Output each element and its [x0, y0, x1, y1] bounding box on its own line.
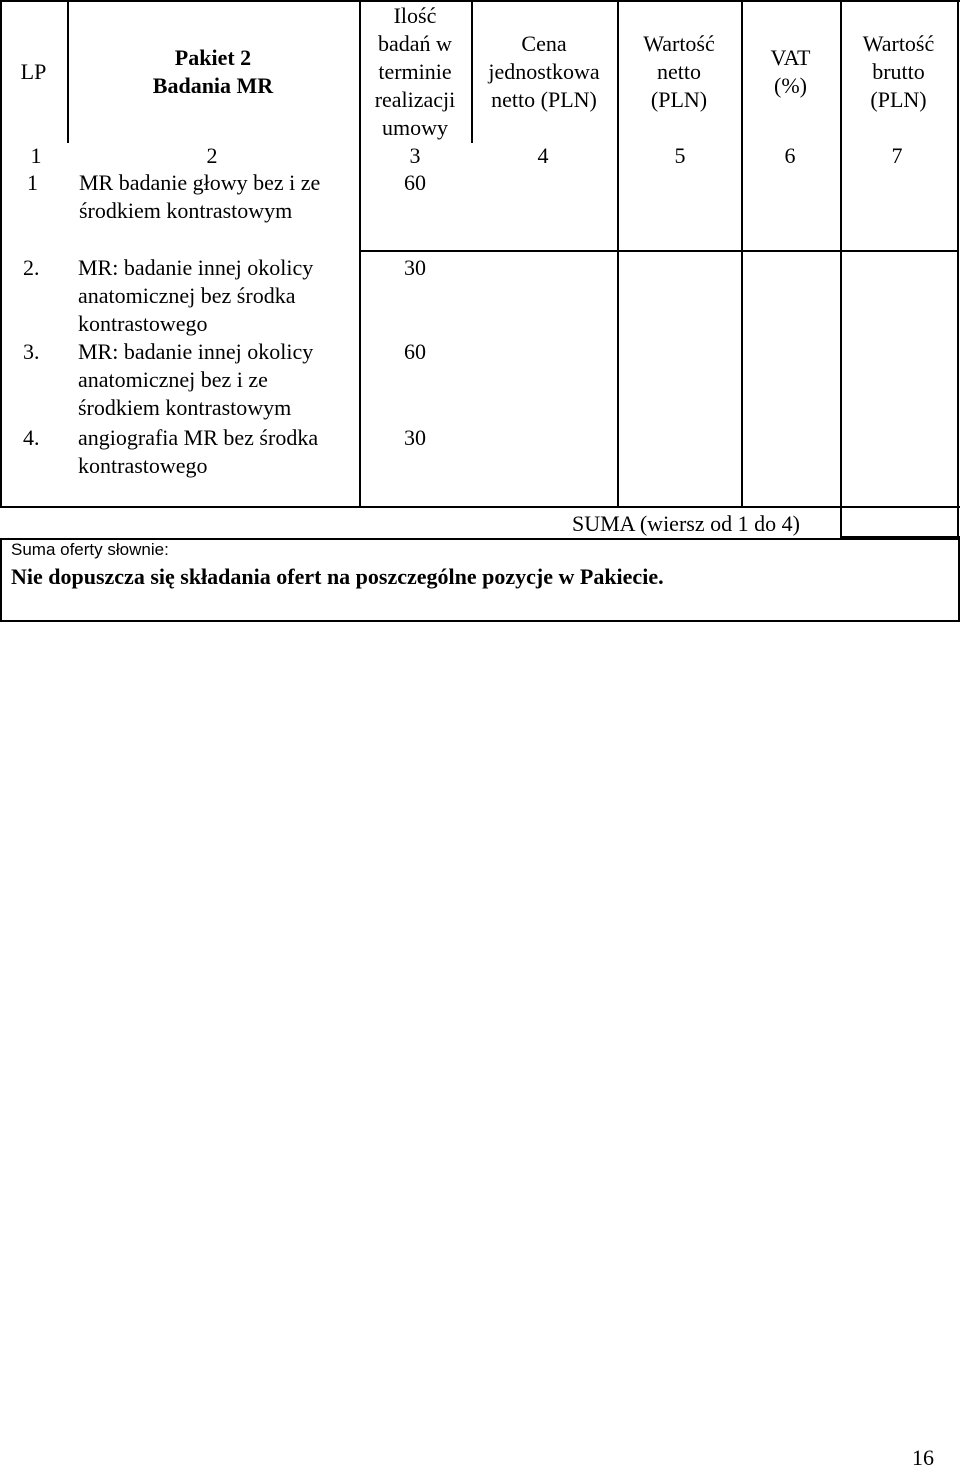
header-cena-line: jednostkowa [488, 59, 600, 84]
row-quantity: 60 [404, 339, 426, 364]
header-netto-line: Wartość [643, 31, 715, 56]
row-description-line: kontrastowego [78, 311, 208, 336]
column-number: 1 [30, 143, 42, 168]
header-vat-line: VAT [770, 45, 811, 70]
table-bottom-border [0, 506, 960, 508]
header-brutto-line: brutto [872, 59, 925, 84]
row-description-line: MR badanie głowy bez i ze [79, 170, 321, 195]
row-description-line: anatomicznej bez środka [78, 283, 296, 308]
page-number: 16 [912, 1445, 934, 1470]
header-ilosc-line: umowy [382, 115, 448, 140]
slownie-label: Suma oferty słownie: [11, 540, 169, 559]
header-netto-line: netto [657, 59, 701, 84]
row-lp: 3. [23, 339, 40, 364]
suma-cell-border [957, 506, 959, 538]
header-ilosc-line: realizacji [374, 87, 456, 112]
header-cena-line: Cena [521, 31, 567, 56]
column-number: 6 [784, 143, 796, 168]
column-number: 5 [674, 143, 686, 168]
row-description-line: MR: badanie innej okolicy [78, 255, 314, 280]
row-description-line: angiografia MR bez środka [78, 425, 319, 450]
row-quantity: 30 [404, 425, 426, 450]
row-description-line: kontrastowego [78, 453, 208, 478]
header-pakiet-line1: Pakiet 2 [174, 45, 252, 70]
table-right-border [957, 0, 959, 508]
row-description-line: środkiem kontrastowym [79, 198, 293, 223]
column-number: 3 [409, 143, 421, 168]
row-divider [359, 250, 959, 252]
row-description-line: środkiem kontrastowym [78, 395, 292, 420]
row-lp: 2. [23, 255, 40, 280]
row-description-line: MR: badanie innej okolicy [78, 339, 314, 364]
header-brutto-line: Wartość [862, 31, 935, 56]
header-pakiet-line2: Badania MR [152, 73, 274, 98]
row-lp: 4. [23, 425, 40, 450]
header-cena-line: netto (PLN) [491, 87, 597, 112]
row-quantity: 30 [404, 255, 426, 280]
header-lp: LP [20, 59, 47, 84]
header-vat-line: (%) [774, 73, 807, 98]
package-note: Nie dopuszcza się składania ofert na poszczególne pozycje w Pakiecie. [11, 564, 664, 589]
header-netto-line: (PLN) [650, 87, 708, 112]
header-ilosc-line: terminie [378, 59, 452, 84]
column-number: 4 [537, 143, 549, 168]
column-number: 2 [206, 143, 218, 168]
header-ilosc-line: badań w [378, 31, 452, 56]
header-brutto-line: (PLN) [870, 87, 927, 112]
table-top-border [0, 0, 960, 2]
row-lp: 1 [27, 170, 38, 195]
header-ilosc-line: Ilość [393, 3, 437, 28]
suma-cell-border [840, 506, 842, 538]
suma-label: SUMA (wiersz od 1 do 4) [572, 511, 800, 536]
row-quantity: 60 [404, 170, 426, 195]
column-number: 7 [891, 143, 903, 168]
row-description-line: anatomicznej bez i ze [78, 367, 268, 392]
